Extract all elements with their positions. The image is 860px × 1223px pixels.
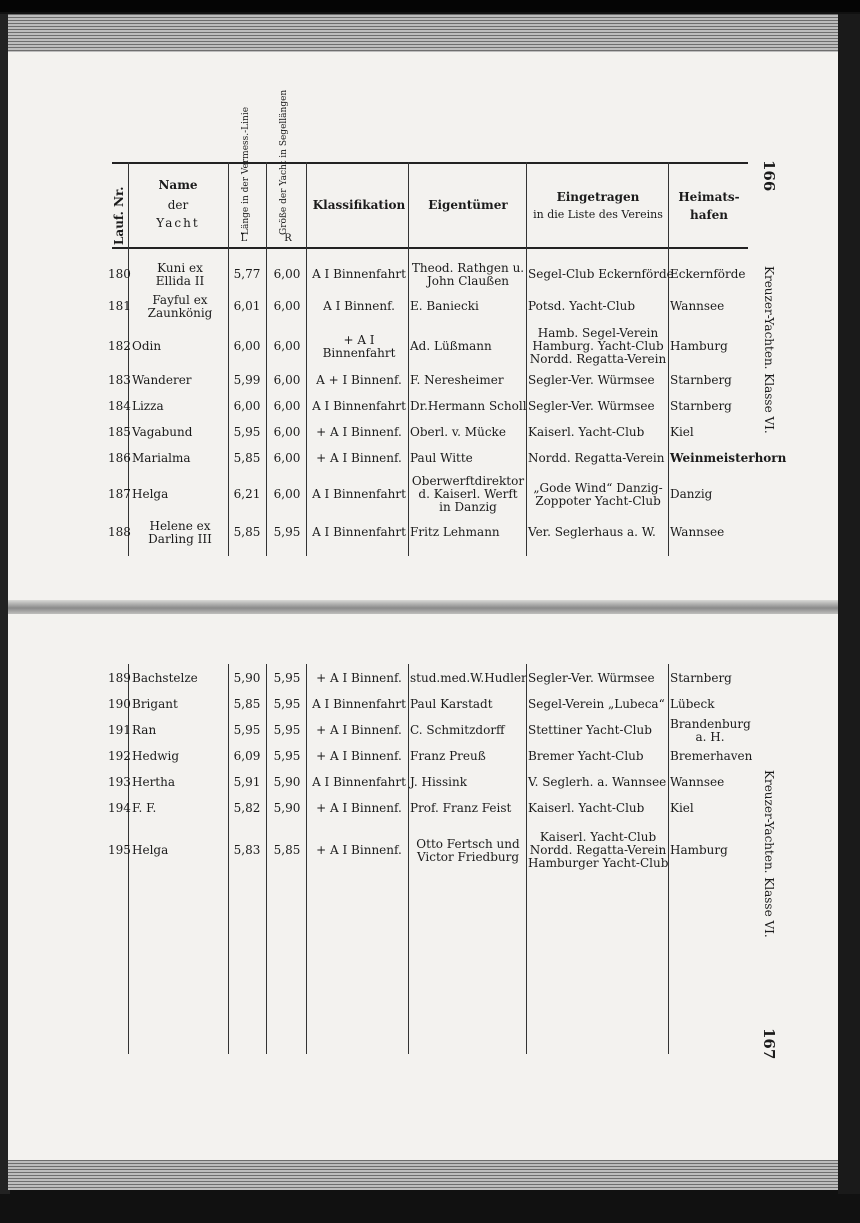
table-header-rule: [112, 247, 748, 249]
header-lauf-nr: Lauf. Nr.: [112, 186, 126, 245]
cell-hafen: Kiel: [670, 801, 694, 815]
header-eingetragen-1: Eingetragen: [556, 190, 640, 204]
cell-klass: A I Binnenfahrt: [312, 775, 406, 789]
cell-verein: Kaiserl. Yacht-Club: [528, 425, 645, 439]
cell-eig: Ad. Lüßmann: [410, 339, 492, 353]
cell-name: Odin: [132, 339, 162, 353]
cell-eig: J. Hissink: [410, 775, 467, 789]
cell-verein: Zoppoter Yacht-Club: [535, 493, 661, 508]
cell-hafen: Lübeck: [670, 697, 715, 711]
cell-nr: 189: [108, 671, 131, 685]
page-number-166: 166: [760, 160, 778, 192]
cell-verein: V. Seglerh. a. Wannsee: [528, 775, 667, 789]
cell-r: 6,00: [273, 267, 301, 281]
header-name-1: Name: [158, 178, 198, 192]
cell-klass: + A I Binnenf.: [316, 425, 402, 439]
cell-eig: Dr.Hermann Scholl: [410, 399, 527, 413]
cell-verein: Nordd. Regatta-Verein: [529, 352, 667, 366]
cell-r: 6,00: [273, 451, 301, 465]
cell-klass: A + I Binnenf.: [316, 373, 402, 387]
cell-hafen: Starnberg: [670, 373, 732, 387]
cell-r: 6,00: [273, 373, 301, 387]
page-number-167: 167: [760, 1028, 778, 1060]
cell-nr: 180: [108, 267, 131, 281]
table-top-rule: [112, 162, 748, 164]
cell-eig: stud.med.W.Hudler: [410, 671, 527, 685]
cell-eig: Franz Preuß: [410, 749, 486, 763]
header-groesse-symbol: R: [284, 233, 292, 244]
cell-r: 5,95: [273, 723, 301, 737]
cell-hafen: Hamburg: [670, 843, 728, 857]
header-name-3: Yacht: [156, 216, 200, 230]
cell-verein: Segler-Ver. Würmsee: [528, 671, 655, 685]
cell-klass: + A I Binnenf.: [316, 749, 402, 763]
cell-eig: Paul Witte: [410, 451, 473, 465]
cell-eig: Fritz Lehmann: [410, 525, 500, 539]
cell-hafen: Brandenburg: [670, 716, 751, 731]
cell-verein: Bremer Yacht-Club: [528, 749, 644, 763]
cell-name: F. F.: [132, 801, 157, 815]
cell-l: 5,95: [233, 723, 261, 737]
cell-hafen: Danzig: [670, 487, 713, 501]
side-title-top: Kreuzer-Yachten. Klasse VI.: [762, 266, 776, 434]
cell-klass: A I Binnenf.: [323, 299, 395, 313]
cell-eig: F. Neresheimer: [410, 373, 504, 387]
cell-name: Wanderer: [132, 373, 192, 387]
cell-name: Zaunkönig: [147, 305, 213, 320]
cell-l: 5,90: [233, 671, 261, 685]
cell-verein: Segler-Ver. Würmsee: [528, 399, 655, 413]
cell-nr: 194: [108, 801, 131, 815]
cell-hafen: Wannsee: [670, 299, 725, 313]
column-rule: [668, 664, 669, 1054]
cell-hafen: Wannsee: [670, 775, 725, 789]
cell-klass: + A I Binnenf.: [316, 843, 402, 857]
cell-klass: + A I Binnenf.: [316, 671, 402, 685]
cell-l: 5,82: [233, 801, 261, 815]
column-rule: [526, 664, 527, 1054]
cell-hafen: Weinmeisterhorn: [670, 451, 787, 465]
cell-name: Helga: [132, 487, 169, 501]
cell-klass: A I Binnenfahrt: [312, 267, 406, 281]
cell-klass: A I Binnenfahrt: [312, 487, 406, 501]
cell-r: 5,90: [273, 775, 301, 789]
cell-verein: Potsd. Yacht-Club: [528, 299, 636, 313]
cell-l: 5,91: [233, 775, 261, 789]
column-rule: [668, 162, 669, 556]
cell-l: 5,85: [233, 451, 261, 465]
cell-name: Lizza: [132, 399, 164, 413]
column-rule: [408, 664, 409, 1054]
cell-l: 6,01: [233, 299, 261, 313]
cell-verein: Segler-Ver. Würmsee: [528, 373, 655, 387]
cell-r: 5,95: [273, 749, 301, 763]
column-rule: [306, 664, 307, 1054]
cell-l: 5,85: [233, 697, 261, 711]
cell-l: 6,00: [233, 399, 261, 413]
cell-nr: 183: [108, 373, 131, 387]
cell-name: Bachstelze: [132, 671, 198, 685]
cell-eig: Oberl. v. Mücke: [410, 425, 506, 439]
cell-r: 6,00: [273, 399, 301, 413]
cell-verein: Ver. Seglerhaus a. W.: [528, 525, 656, 539]
cell-nr: 181: [108, 299, 131, 313]
header-laenge: Länge in der Vermess.-Linie: [241, 106, 251, 235]
cell-r: 5,95: [273, 525, 301, 539]
cell-name: Ellida II: [155, 273, 205, 288]
cell-r: 5,90: [273, 801, 301, 815]
cell-name: Marialma: [132, 451, 191, 465]
cell-verein: Segel-Club Eckernförde: [528, 267, 674, 281]
cell-klass: + A I Binnenf.: [316, 801, 402, 815]
cell-eig: Theod. Rathgen u.: [411, 260, 525, 275]
cell-eig: Prof. Franz Feist: [410, 801, 512, 815]
cell-eig: John Claußen: [426, 273, 510, 288]
cell-r: 6,00: [273, 339, 301, 353]
cell-nr: 186: [108, 451, 131, 465]
cell-name: Brigant: [132, 697, 178, 711]
cell-name: Kuni ex: [157, 260, 203, 275]
header-heimatshafen-2: hafen: [689, 208, 729, 222]
header-eingetragen-2: in die Liste des Vereins: [533, 208, 663, 221]
cell-verein: Hamburger Yacht-Club: [528, 856, 669, 870]
cell-r: 5,85: [273, 843, 301, 857]
cell-klass: + A I Binnenf.: [316, 451, 402, 465]
cell-eig: d. Kaiserl. Werft: [418, 487, 518, 501]
cell-l: 6,00: [233, 339, 261, 353]
cell-verein: Nordd. Regatta-Verein: [528, 451, 665, 465]
cell-hafen: Starnberg: [670, 399, 732, 413]
cell-hafen: Starnberg: [670, 671, 732, 685]
header-heimatshafen-1: Heimats-: [678, 190, 740, 204]
cell-l: 6,09: [233, 749, 261, 763]
cell-name: Vagabund: [132, 425, 193, 439]
cell-eig: Victor Friedburg: [416, 849, 520, 864]
column-rule: [266, 162, 267, 556]
cell-name: Hedwig: [132, 749, 180, 763]
cell-verein: Hamburg. Yacht-Club: [532, 339, 664, 353]
cell-hafen: Eckernförde: [670, 267, 746, 281]
cell-l: 6,21: [233, 487, 261, 501]
cell-l: 5,83: [233, 843, 261, 857]
cell-l: 5,85: [233, 525, 261, 539]
book-right-edge: [838, 14, 860, 1194]
header-eigentuemer: Eigentümer: [428, 198, 508, 212]
cell-eig: Oberwerftdirektor: [411, 474, 525, 488]
cell-eig: C. Schmitzdorff: [410, 723, 505, 737]
cell-hafen: Wannsee: [670, 525, 725, 539]
column-rule: [306, 162, 307, 556]
cell-nr: 192: [108, 749, 131, 763]
cell-verein: Nordd. Regatta-Verein: [529, 843, 667, 857]
cell-verein: Stettiner Yacht-Club: [528, 723, 652, 737]
cell-hafen: Hamburg: [670, 339, 728, 353]
cell-name: Darling III: [148, 531, 212, 546]
cell-l: 5,77: [233, 267, 261, 281]
cell-hafen: a. H.: [695, 729, 725, 744]
cell-verein: Hamb. Segel-Verein: [537, 326, 659, 340]
cell-r: 5,95: [273, 671, 301, 685]
header-groesse: Größe der Yacht in Segellängen: [279, 89, 289, 235]
cell-nr: 195: [108, 843, 131, 857]
cell-name: Fayful ex: [152, 292, 208, 307]
cell-hafen: Kiel: [670, 425, 694, 439]
cell-nr: 185: [108, 425, 131, 439]
cell-nr: 187: [108, 487, 131, 501]
cell-name: Hertha: [132, 775, 176, 789]
cell-klass: A I Binnenfahrt: [312, 525, 406, 539]
cell-l: 5,99: [233, 373, 261, 387]
cell-name: Helene ex: [149, 518, 211, 533]
cell-eig: E. Baniecki: [410, 299, 479, 313]
cell-r: 6,00: [273, 425, 301, 439]
cell-eig: in Danzig: [439, 500, 497, 514]
cell-l: 5,95: [233, 425, 261, 439]
cell-nr: 193: [108, 775, 131, 789]
cell-r: 6,00: [273, 299, 301, 313]
cell-klass: A I Binnenfahrt: [312, 399, 406, 413]
header-klassifikation: Klassifikation: [312, 198, 406, 212]
cell-name: Helga: [132, 843, 169, 857]
cell-nr: 188: [108, 525, 131, 539]
cell-klass: A I Binnenfahrt: [312, 697, 406, 711]
side-title-bottom: Kreuzer-Yachten. Klasse VI.: [762, 770, 776, 938]
cell-verein: Kaiserl. Yacht-Club: [528, 801, 645, 815]
cell-hafen: Bremerhaven: [670, 749, 753, 763]
cell-klass: + A I: [343, 332, 375, 347]
column-rule: [266, 664, 267, 1054]
cell-r: 6,00: [273, 487, 301, 501]
cell-nr: 184: [108, 399, 131, 413]
page-edges-top: [8, 14, 840, 52]
cell-eig: Otto Fertsch und: [416, 836, 520, 851]
cell-klass: Binnenfahrt: [322, 345, 396, 360]
column-rule: [526, 162, 527, 556]
cell-eig: Paul Karstadt: [410, 697, 493, 711]
header-name-2: der: [167, 198, 189, 212]
cell-nr: 190: [108, 697, 131, 711]
cell-r: 5,95: [273, 697, 301, 711]
cell-verein: Segel-Verein „Lubeca“: [528, 697, 665, 711]
cell-verein: Kaiserl. Yacht-Club: [539, 830, 657, 844]
cell-nr: 182: [108, 339, 131, 353]
scan-top-border: [0, 0, 860, 12]
cell-verein: „Gode Wind“ Danzig-: [533, 480, 663, 495]
cell-name: Ran: [132, 723, 157, 737]
cell-klass: + A I Binnenf.: [316, 723, 402, 737]
cell-nr: 191: [108, 723, 131, 737]
page-edges-bottom: [8, 1160, 840, 1190]
header-laenge-symbol: L: [240, 233, 248, 244]
column-rule: [228, 664, 229, 1054]
